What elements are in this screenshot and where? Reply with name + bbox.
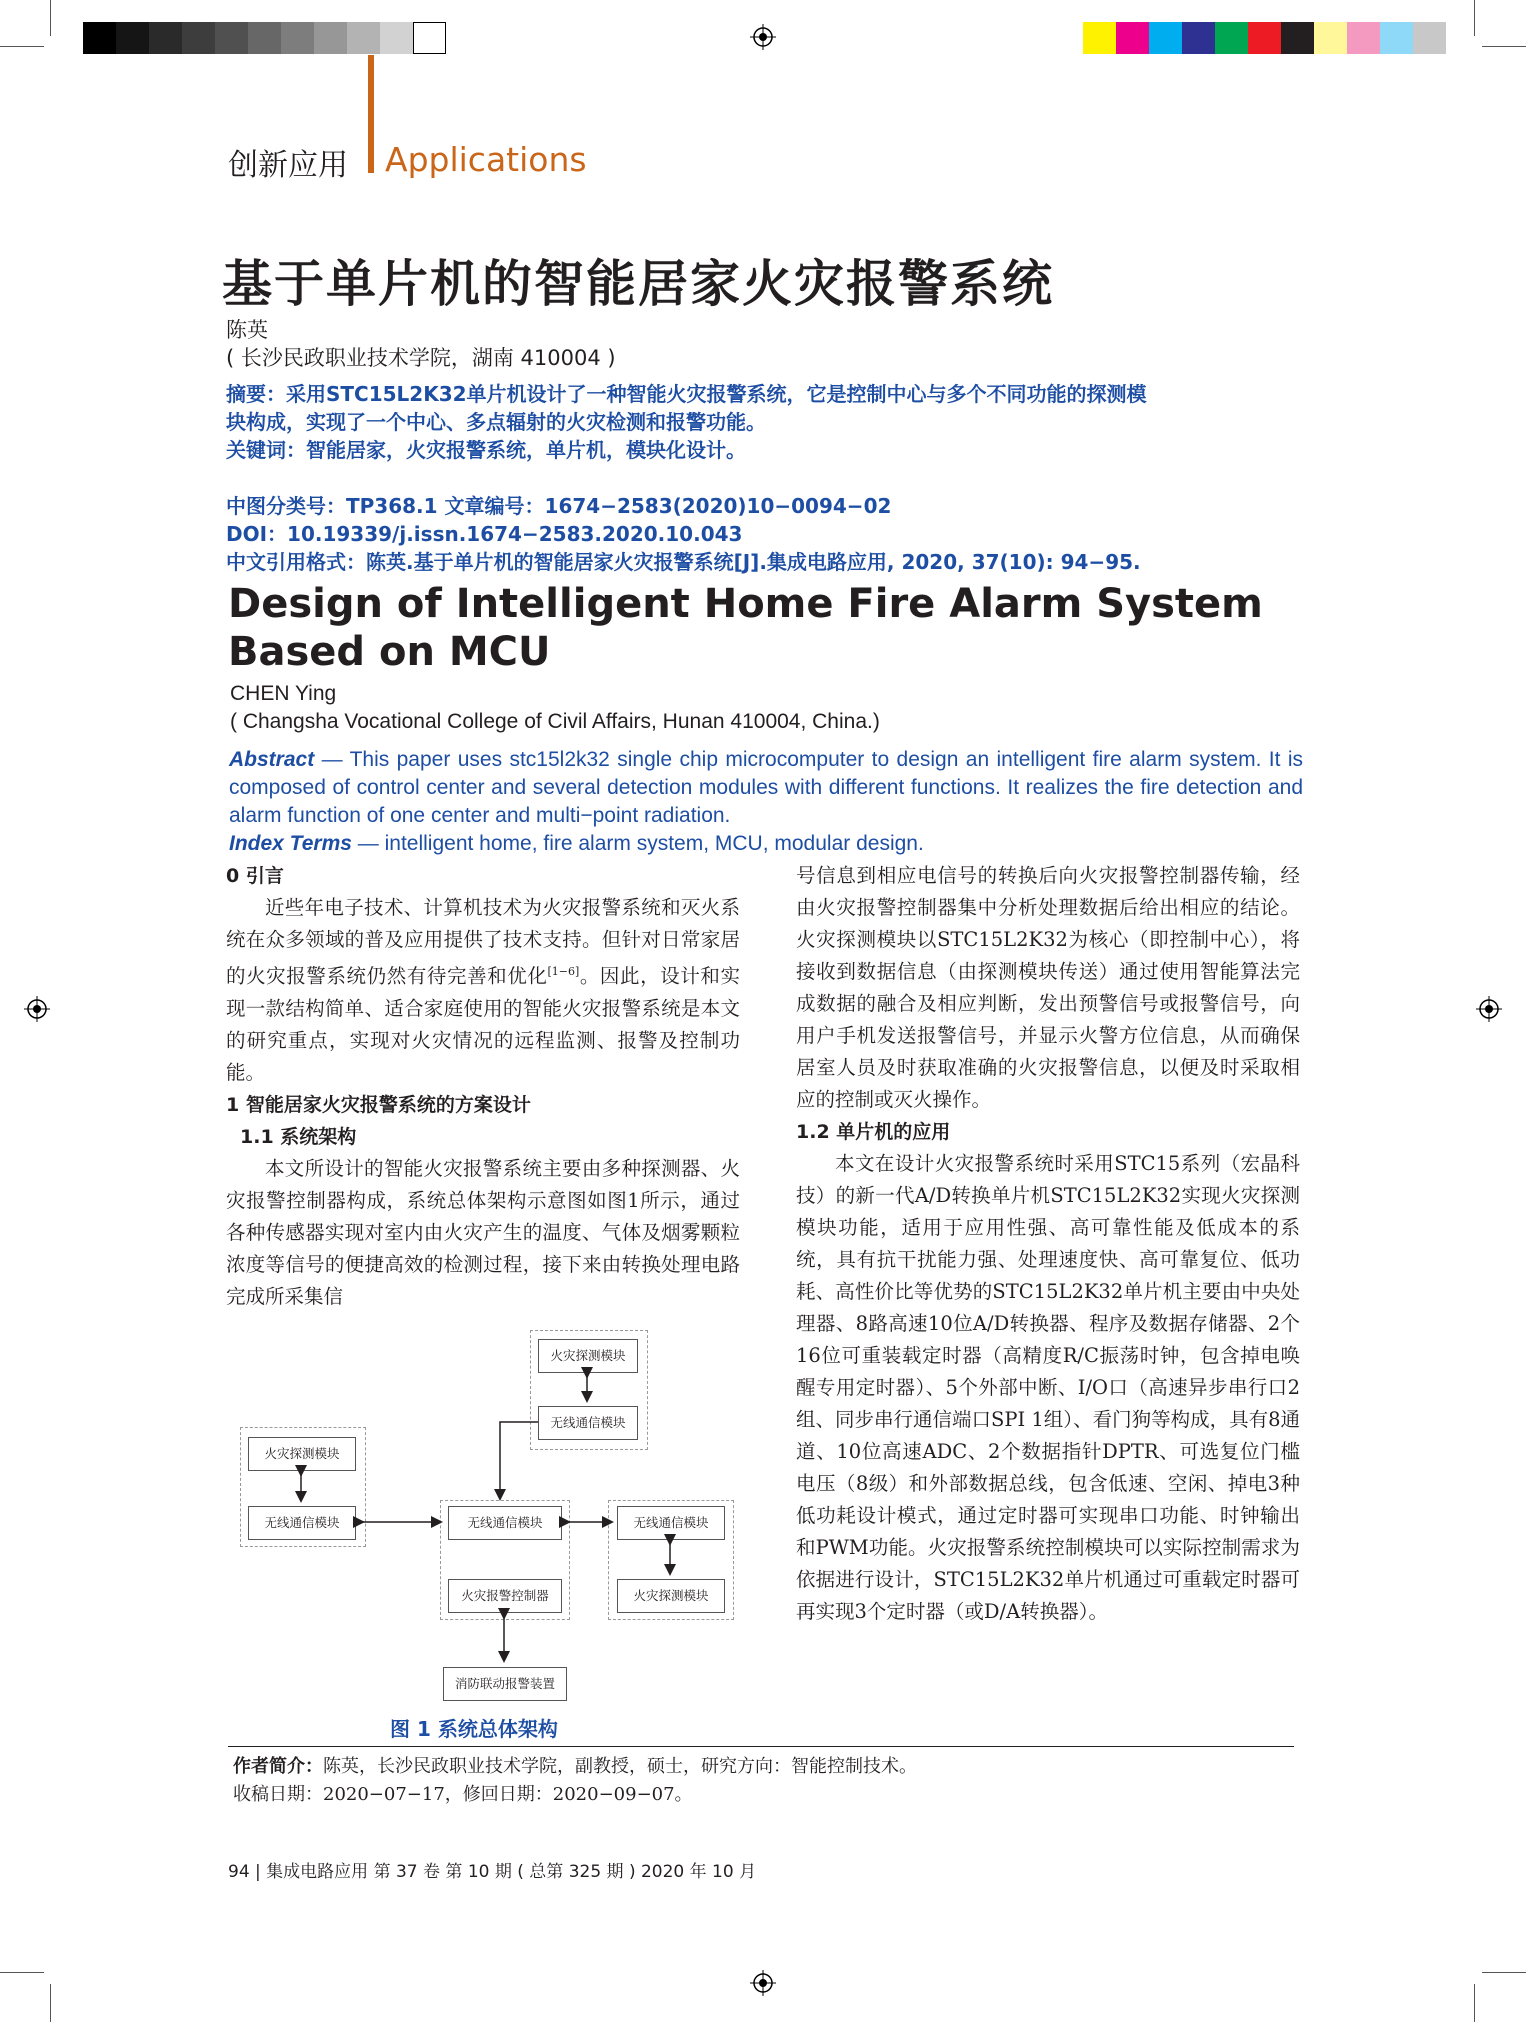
- abstract-en-label: Abstract: [229, 748, 315, 771]
- abstract-cn-line2: 块构成，实现了一个中心、多点辐射的火灾检测和报警功能。: [226, 410, 766, 434]
- wireless-module-left: 无线通信模块: [248, 1506, 356, 1540]
- author-cn: 陈英: [226, 318, 268, 342]
- author-bio: [233, 1752, 917, 1778]
- keywords-cn: 关键词：智能居家，火灾报警系统，单片机，模块化设计。: [226, 438, 746, 462]
- wireless-module-center: 无线通信模块: [448, 1506, 562, 1540]
- citation-format: 中文引用格式：陈英.基于单片机的智能居家火灾报警系统[J].集成电路应用, 2020, 37(10): 94−95.: [226, 550, 1141, 574]
- paragraph-mcu-application: 本文在设计火灾报警系统时采用STC15系列（宏晶科技）的新一代A/D转换单片机STC15L2K32实现火灾探测模块功能，适用于应用性强、高可靠性能及低成本的系统，具有抗干扰能力强、处理速度快、高可靠复位、低功耗、高性价比等优势的STC15L2K32单片机主要由中央处理器、8路高速10位A/D转换器、程序及数据存储器、2个16位可重装载定时器（高精度R/C振荡时钟，包含掉电唤醒专用定时器）、5个外部中断、I/O口（高速异步串行口2组、同步串行通信端口SPI 1组）、看门狗等构成，具有8通道、10位高速ADC、2个数据指针DPTR、可选复位门槛电压（8级）和外部数据总线，包含低速、空闲、掉电3种低功耗设计模式，通过定时器可实现串口功能、时钟输出和PWM功能。火灾报警系统控制模块可以实际控制需求为依据进行设计，STC15L2K32单片机通过可重载定时器可再实现3个定时器（或D/A转换器）。: [796, 1152, 1300, 1623]
- figure-caption: 图 1 系统总体架构: [390, 1717, 558, 1741]
- right-column: [796, 860, 1300, 1628]
- intro-text-tail: 。因此，设计和实现一款结构简单、适合家庭使用的智能火灾报警系统是本文的研究重点，实现对火灾情况的远程监测、报警及控制功能。: [226, 964, 740, 1084]
- intro-text: 近些年电子技术、计算机技术为火灾报警系统和灭火系统在众多领域的普及应用提供了技术支持。但针对日常家居的火灾报警系统仍然有待完善和优化: [226, 896, 740, 988]
- abstract-cn-line1: 摘要：采用STC15L2K32单片机设计了一种智能火灾报警系统，它是控制中心与多个不同功能的探测模: [226, 382, 1147, 406]
- paragraph-continued: 号信息到相应电信号的转换后向火灾报警控制器传输，经由火灾报警控制器集中分析处理数据后给出相应的结论。火灾探测模块以STC15L2K32为核心（即控制中心），将接收到数据信息（由探测模块传送）通过使用智能算法完成数据的融合及相应判断，发出预警信号或报警信号，向用户手机发送报警信号，并显示火警方位信息，从而确保居室人员及时获取准确的火灾报警信息，以便及时采取相应的控制或灭火操作。: [796, 864, 1300, 1111]
- classification-number: 中图分类号：TP368.1 文章编号：1674−2583(2020)10−0094−02: [226, 494, 892, 518]
- section-label-cn: 创新应用: [228, 148, 348, 183]
- page-footer: 94 | 集成电路应用 第 37 卷 第 10 期 ( 总第 325 期 ) 2020 年 10 月: [228, 1862, 757, 1882]
- wireless-module-top: 无线通信模块: [538, 1406, 638, 1440]
- heading-introduction: 0 引言: [226, 865, 284, 887]
- index-terms-text: — intelligent home, fire alarm system, MCU, modular design.: [351, 832, 924, 855]
- heading-section-1-2: 1.2 单片机的应用: [796, 1121, 951, 1143]
- author-bio-text: 陈英，长沙民政职业技术学院，副教授，硕士，研究方向：智能控制技术。: [323, 1756, 917, 1777]
- index-terms-label: Index Terms: [229, 832, 352, 855]
- citation-ref: [1−6]: [547, 965, 580, 978]
- author-en: CHEN Ying: [230, 682, 337, 705]
- affiliation-cn: ( 长沙民政职业技术学院，湖南 410004 ): [226, 346, 616, 370]
- received-dates: 收稿日期：2020−07−17，修回日期：2020−09−07。: [233, 1784, 693, 1805]
- section-label-en: Applications: [385, 140, 587, 179]
- fire-alarm-controller: 火灾报警控制器: [448, 1579, 562, 1613]
- wireless-module-right: 无线通信模块: [617, 1506, 725, 1540]
- footnote-rule: [228, 1746, 1294, 1747]
- article-title-cn: 基于单片机的智能居家火灾报警系统: [222, 255, 1054, 313]
- fire-linkage-alarm-device: 消防联动报警装置: [443, 1667, 567, 1701]
- heading-section-1: 1 智能居家火灾报警系统的方案设计: [226, 1093, 531, 1116]
- article-title-en: Design of Intelligent Home Fire Alarm System Based on MCU: [228, 581, 1263, 675]
- heading-section-1-1: 1.1 系统架构: [240, 1125, 357, 1148]
- paragraph-system-architecture: 本文所设计的智能火灾报警系统主要由多种探测器、火灾报警控制器构成，系统总体架构示意图如图1所示，通过各种传感器实现对室内由火灾产生的温度、气体及烟雾颗粒浓度等信号的便捷高效的检测过程，接下来由转换处理电路完成所采集信: [226, 1156, 740, 1308]
- doi: DOI：10.19339/j.issn.1674−2583.2020.10.043: [226, 522, 743, 546]
- fire-detection-module-left: 火灾探测模块: [248, 1437, 356, 1471]
- fire-detection-module-right: 火灾探测模块: [617, 1579, 725, 1613]
- affiliation-en: ( Changsha Vocational College of Civil Affairs, Hunan 410004, China.): [230, 710, 880, 733]
- author-bio-label: 作者简介：: [233, 1756, 323, 1777]
- abstract-en-text: — This paper uses stc15l2k32 single chip microcomputer to design an intelligent fire alarm system. It is composed of control center and several detection modules with different functions. It realizes the fire detection and alarm function of one center and multi−point radiation.: [229, 748, 1303, 827]
- fire-detection-module-top: 火灾探测模块: [538, 1339, 638, 1373]
